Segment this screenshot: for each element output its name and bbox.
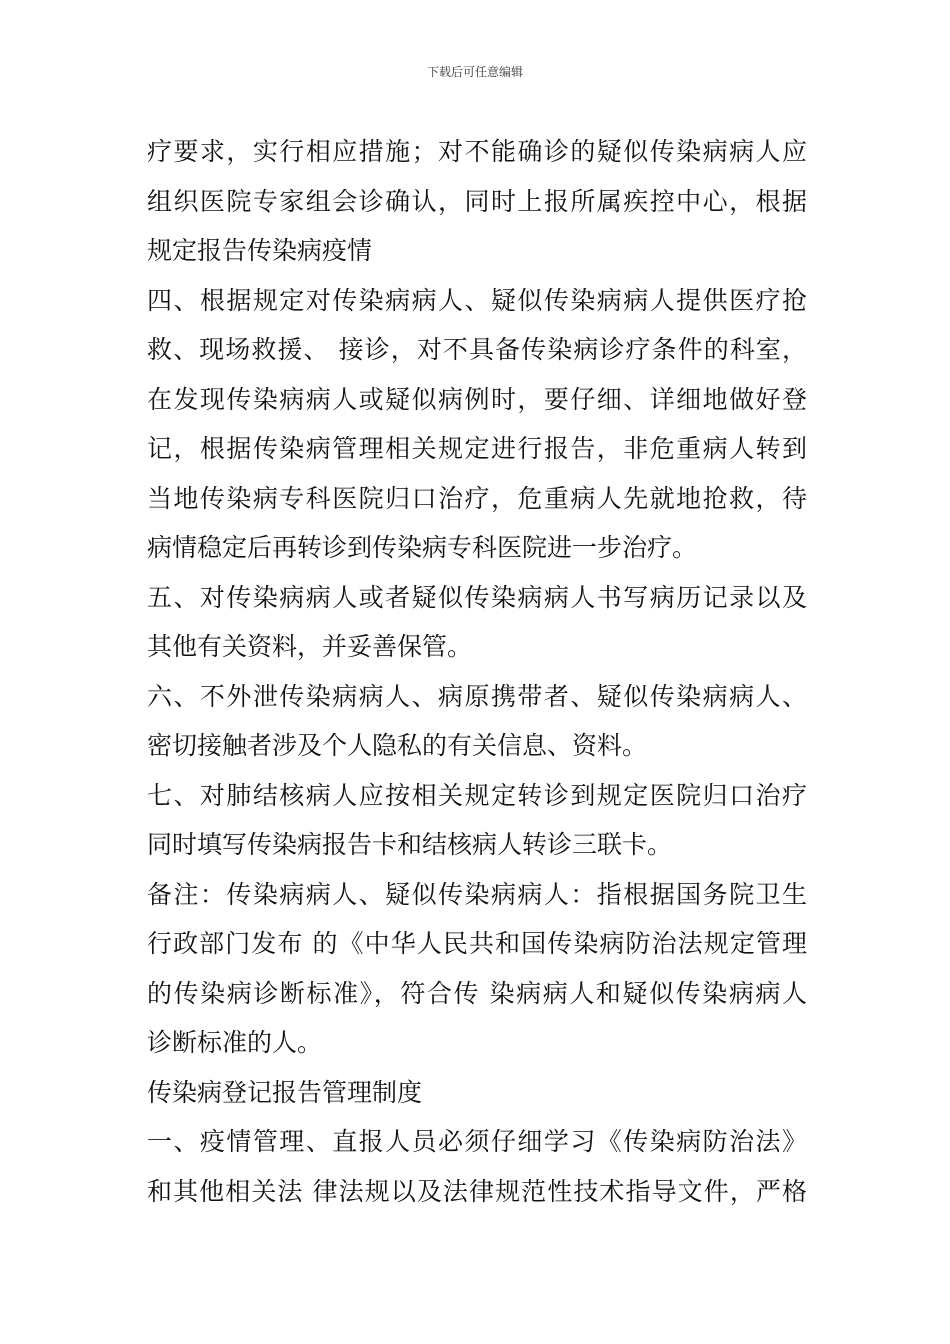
text-line: 备注：传染病病人、疑似传染病病人：指根据国务院卫生 [147,879,807,909]
text-line: 疗要求，实行相应措施；对不能确诊的疑似传染病病人应 [147,137,807,166]
text-line: 当地传染病专科医院归口治疗，危重病人先就地抢救，待 [147,483,807,513]
text-line: 其他有关资料，并妥善保管。 [147,632,473,661]
text-line: 和其他相关法 律法规以及法律规范性技术指导文件，严格 [147,1176,807,1206]
text-line: 组织医院专家组会诊确认，同时上报所属疾控中心，根据 [147,186,807,216]
text-line: 病情稳定后再转诊到传染病专科医院进一步治疗。 [147,533,698,562]
page-header: 下载后可任意编辑 [426,65,523,79]
text-line: 的传染病诊断标准》，符合传 染病病人和疑似传染病病人 [147,978,807,1008]
text-line: 密切接触者涉及个人隐私的有关信息、资料。 [147,731,648,760]
text-line: 规定报告传染病疫情 [147,236,373,265]
text-line: 同时填写传染病报告卡和结核病人转诊三联卡。 [147,830,673,859]
document-body [147,127,807,1216]
text-line: 六、不外泄传染病病人、病原携带者、疑似传染病病人、 [147,681,807,711]
text-line: 诊断标准的人。 [147,1028,323,1057]
text-line: 一、疫情管理、直报人员必须仔细学习《传染病防治法》 [147,1127,807,1156]
text-line: 在发现传染病病人或疑似病例时，要仔细、详细地做好登 [147,384,807,414]
text-line: 七、对肺结核病人应按相关规定转诊到规定医院归口治疗 [147,780,807,810]
text-line: 四、根据规定对传染病病人、疑似传染病病人提供医疗抢 [147,285,807,315]
text-line: 行政部门发布 的《中华人民共和国传染病防治法规定管理 [147,929,807,958]
text-line: 五、对传染病病人或者疑似传染病病人书写病历记录以及 [147,582,807,612]
text-line: 救、现场救援、 接诊，对不具备传染病诊疗条件的科室， [147,335,807,364]
text-line: 传染病登记报告管理制度 [147,1077,423,1107]
text-line: 记，根据传染病管理相关规定进行报告，非危重病人转到 [147,434,807,463]
